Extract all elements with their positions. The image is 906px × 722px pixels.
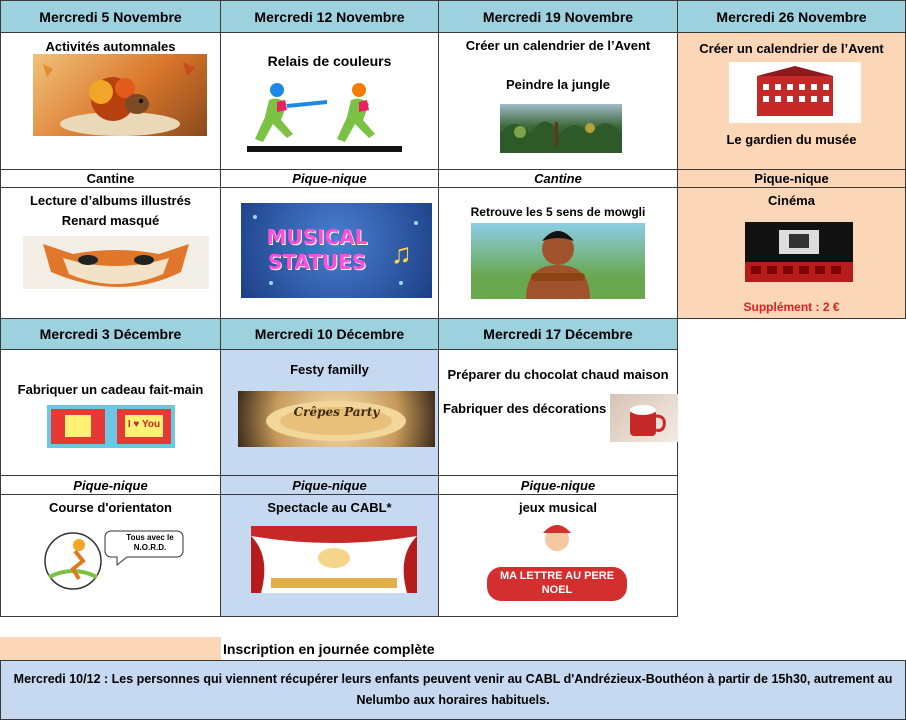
crepes-party-plate-image bbox=[238, 391, 435, 447]
meal-label: Cantine bbox=[86, 171, 135, 186]
letter-banner-text: MA LETTRE AU PERE NOEL bbox=[499, 570, 615, 596]
header-date-label: Mercredi 12 Novembre bbox=[254, 8, 405, 25]
meal-cell bbox=[0, 475, 221, 495]
relay-runners-image bbox=[247, 80, 402, 152]
mowgli-image bbox=[471, 223, 645, 299]
music-note-icon: ♫ bbox=[391, 238, 412, 269]
afternoon-activity-cell bbox=[0, 187, 221, 319]
notice-text: Mercredi 10/12 : Les personnes qui viennent récupérer leurs enfants peuvent venir au CABL d'Andrézieux-Bouthéon à partir de 15h30, autrement au Nelumbo aux horaires habituels. bbox=[13, 672, 893, 707]
header-date-label: Mercredi 26 Novembre bbox=[716, 8, 867, 25]
afternoon-activity-cell bbox=[220, 187, 439, 319]
activity-title: Fabriquer un cadeau fait-main bbox=[17, 382, 204, 397]
registration-legend: Inscription en journée complète bbox=[223, 641, 435, 657]
meal-label: Pique-nique bbox=[292, 171, 367, 186]
afternoon-activity-cell bbox=[220, 494, 439, 617]
morning-activity-cell bbox=[677, 32, 906, 170]
header-date-2 bbox=[220, 0, 439, 33]
afternoon-activity-cell bbox=[438, 187, 678, 319]
activity-title: Peindre la jungle bbox=[505, 77, 611, 92]
activity-title: Retrouve les 5 sens de mowgli bbox=[470, 205, 646, 219]
crepes-logo-text: Crêpes Party bbox=[293, 405, 380, 419]
notice-box bbox=[0, 660, 906, 720]
morning-activity-cell bbox=[220, 349, 439, 476]
header-date-label: Mercredi 17 Décembre bbox=[483, 326, 633, 342]
header-date-label: Mercredi 19 Novembre bbox=[482, 8, 634, 25]
meal-cell bbox=[677, 169, 906, 188]
header-date-label: Mercredi 5 Novembre bbox=[39, 8, 182, 25]
afternoon-activity-cell bbox=[438, 494, 678, 617]
activity-title: jeux musical bbox=[518, 500, 598, 515]
meal-label: Pique-nique bbox=[520, 477, 596, 493]
activity-title: Lecture d’albums illustrés bbox=[29, 193, 192, 208]
morning-activity-cell bbox=[220, 32, 439, 170]
afternoon-activity-cell bbox=[677, 187, 906, 319]
meal-cell bbox=[438, 475, 678, 495]
header-date-label: Mercredi 10 Décembre bbox=[254, 326, 405, 342]
advent-calendar-box-image bbox=[729, 62, 861, 123]
theatre-stage-image bbox=[251, 526, 417, 593]
header-date-3 bbox=[438, 0, 678, 33]
morning-activity-cell bbox=[438, 32, 678, 170]
header-date-4 bbox=[677, 0, 906, 33]
fox-mask-image bbox=[23, 236, 209, 289]
activity-title: Activités automnales bbox=[45, 39, 176, 54]
activity-title: Préparer du chocolat chaud maison bbox=[447, 367, 669, 382]
price-supplement-note: Supplément : 2 € bbox=[743, 300, 840, 314]
meal-cell bbox=[220, 475, 439, 495]
activity-title: Spectacle au CABL* bbox=[267, 500, 392, 515]
musical-statues-banner-image bbox=[241, 203, 432, 298]
meal-cell bbox=[220, 169, 439, 188]
morning-activity-cell bbox=[0, 349, 221, 476]
activity-title: Course d'orientaton bbox=[49, 500, 172, 515]
header-date-6 bbox=[220, 318, 439, 350]
morning-activity-cell bbox=[438, 349, 678, 476]
header-date-label: Mercredi 3 Décembre bbox=[39, 326, 182, 342]
meal-label: Pique-nique bbox=[292, 477, 367, 493]
activity-title: Festy familly bbox=[290, 362, 369, 377]
meal-cell bbox=[438, 169, 678, 188]
banner-text: MUSICAL STATUES bbox=[266, 225, 368, 274]
orienteering-runner-image bbox=[41, 525, 187, 591]
activity-title: Cinéma bbox=[768, 193, 815, 208]
activity-title: Créer un calendrier de l’Avent bbox=[465, 38, 651, 53]
jungle-painting-image bbox=[500, 104, 622, 153]
card-text: I ♥ You bbox=[127, 419, 161, 430]
autumn-hedgehog-craft-image bbox=[33, 54, 207, 136]
activity-title: Renard masqué bbox=[61, 213, 160, 228]
handmade-cards-image bbox=[47, 405, 175, 448]
activity-title: Le gardien du musée bbox=[726, 132, 857, 147]
speech-bubble-text: Tous avec le N.O.R.D. bbox=[126, 533, 174, 552]
header-date-1 bbox=[0, 0, 221, 33]
meal-cell bbox=[0, 169, 221, 188]
cinema-room-image bbox=[745, 222, 853, 282]
activity-title: Créer un calendrier de l’Avent bbox=[699, 41, 884, 56]
header-date-7 bbox=[438, 318, 678, 350]
meal-label: Pique-nique bbox=[73, 477, 148, 493]
meal-label: Pique-nique bbox=[754, 171, 829, 186]
activity-title: Fabriquer des décorations bbox=[443, 401, 607, 416]
afternoon-activity-cell bbox=[0, 494, 221, 617]
activity-title: Relais de couleurs bbox=[267, 53, 392, 69]
morning-activity-cell bbox=[0, 32, 221, 170]
registration-color-swatch bbox=[0, 637, 221, 661]
header-date-5 bbox=[0, 318, 221, 350]
hot-chocolate-mug-image bbox=[610, 394, 678, 442]
meal-label: Cantine bbox=[534, 171, 582, 186]
santa-letter-image bbox=[471, 523, 643, 609]
